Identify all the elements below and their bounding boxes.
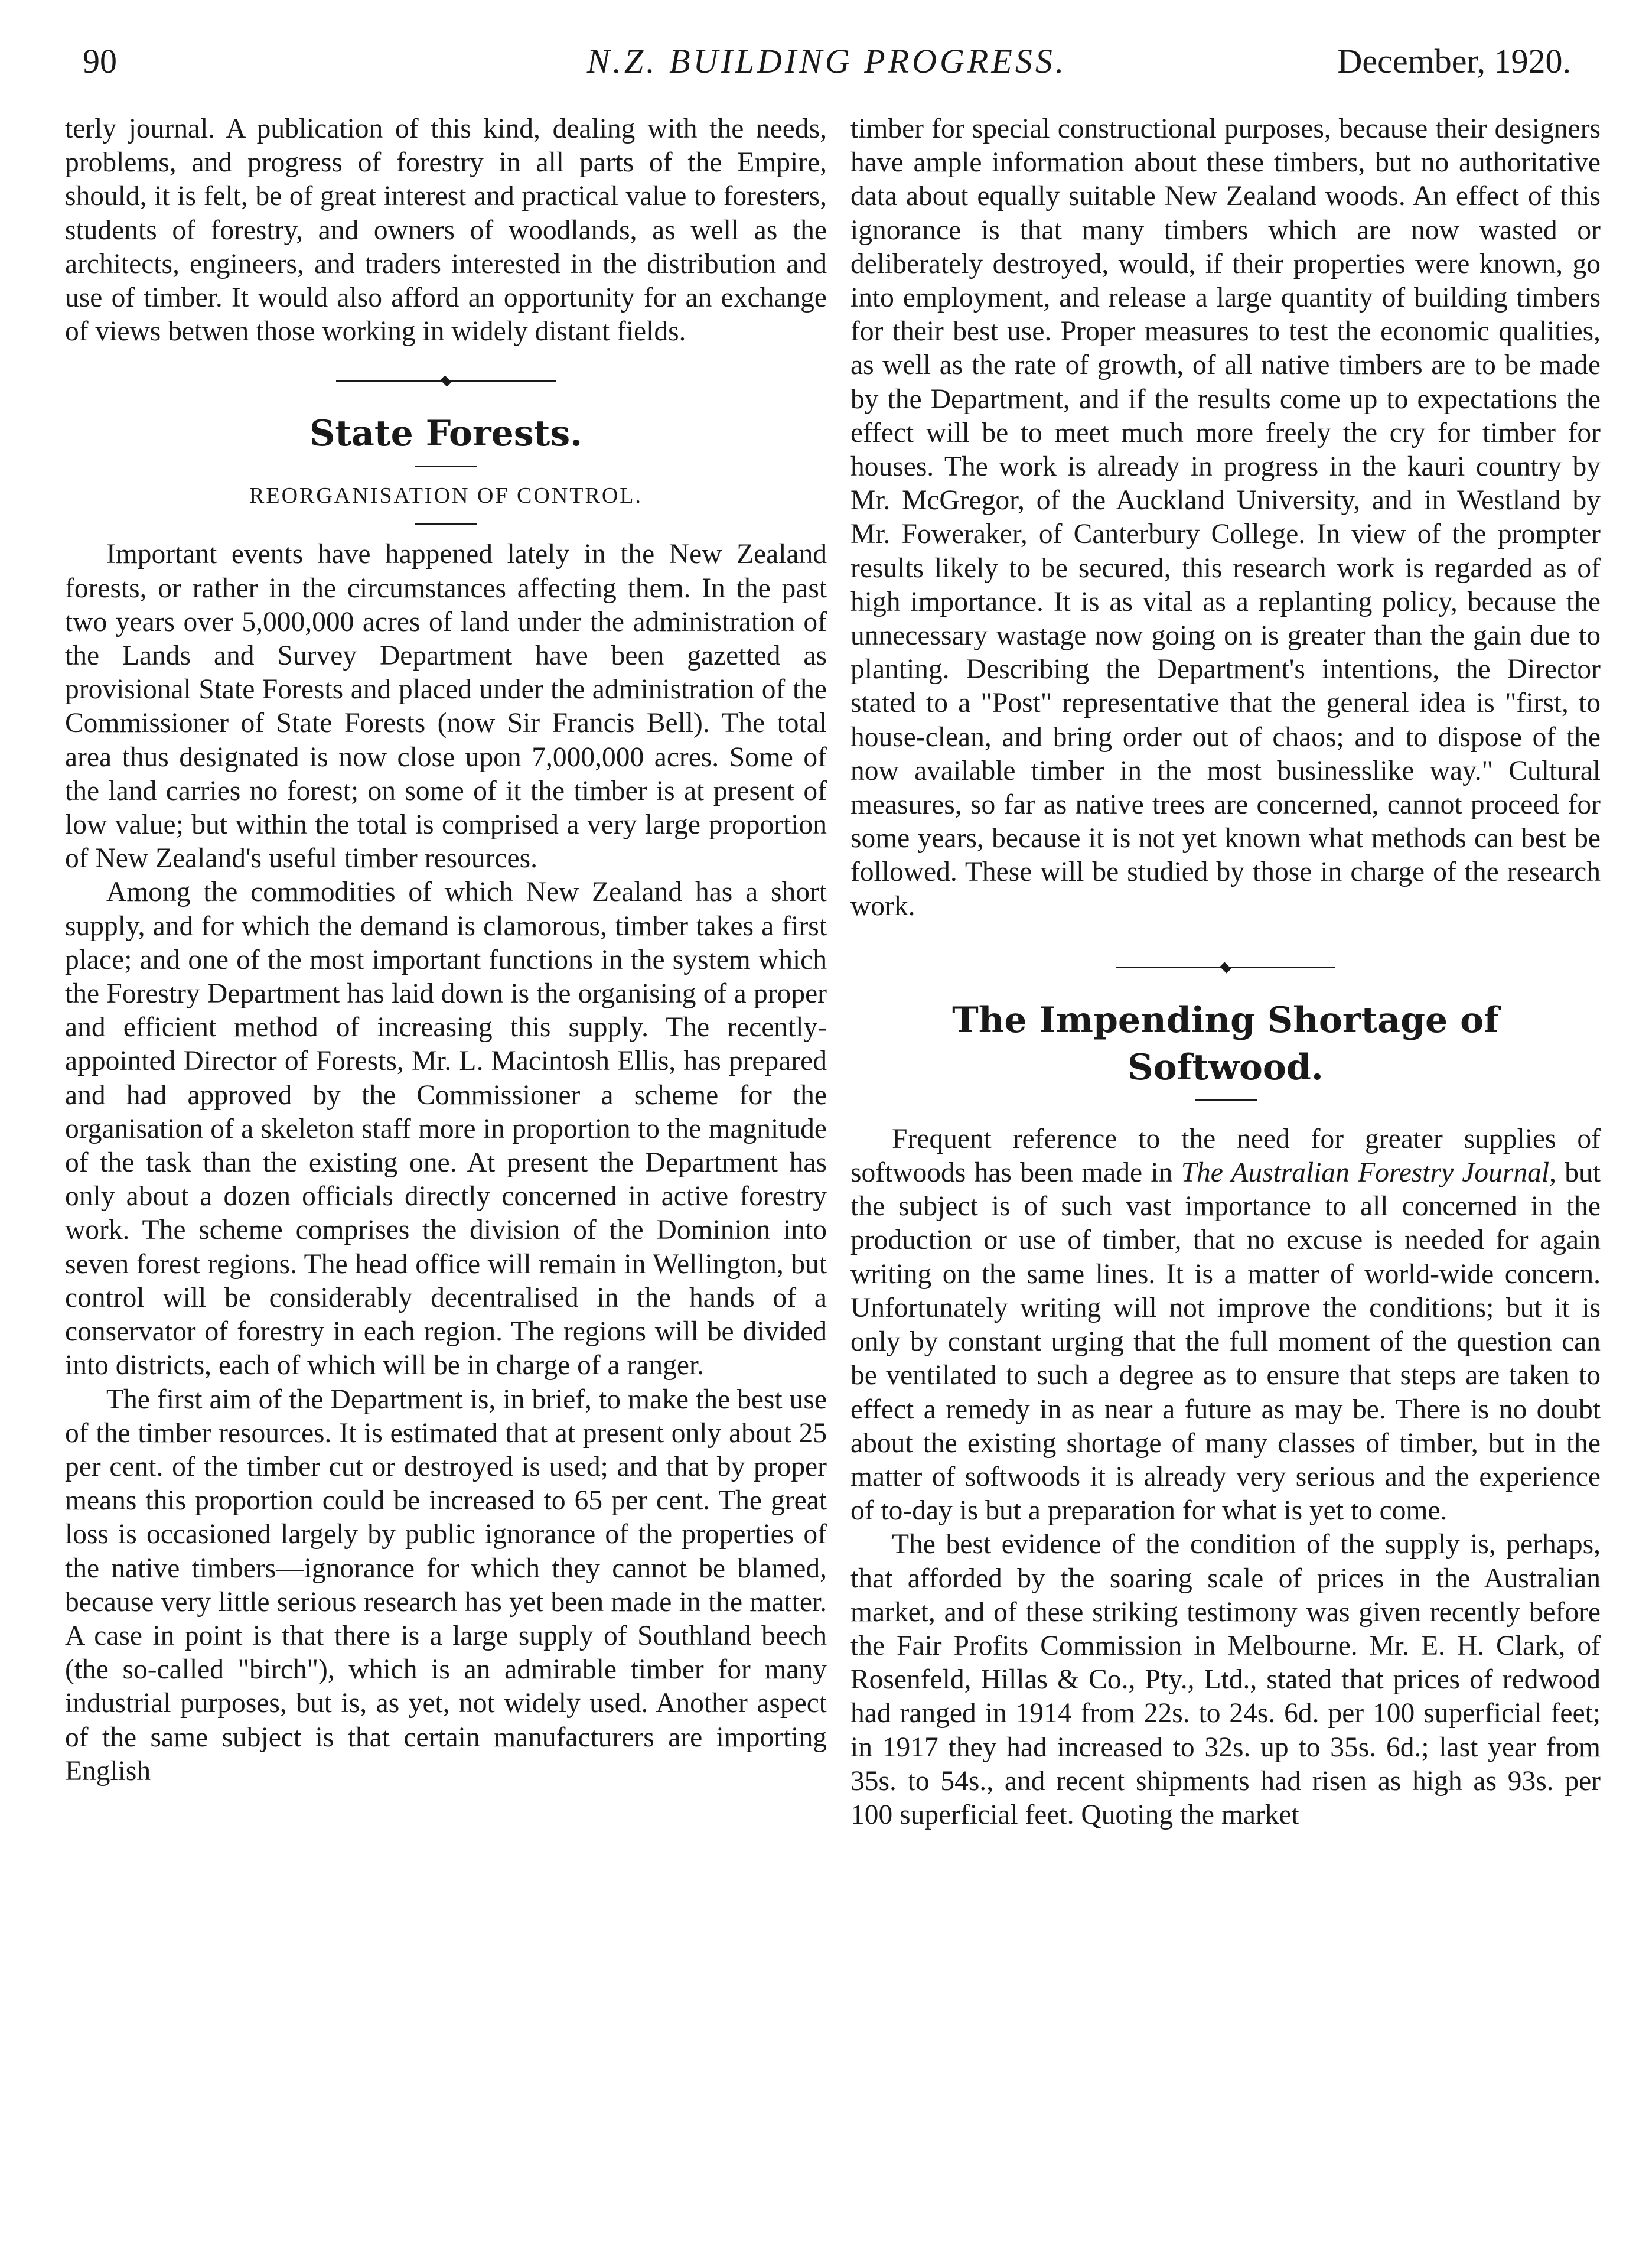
left-column [65, 112, 827, 1788]
title-rule [415, 466, 477, 467]
section-divider [850, 947, 1601, 988]
right-column [850, 112, 1601, 1832]
subheading: REORGANISATION OF CONTROL. [249, 483, 643, 509]
section-title-softwood: The Impending Shortage of Softwood. [952, 999, 1499, 1088]
divider-line [336, 380, 442, 382]
divider-ornament [1220, 962, 1231, 973]
journal-title: The Australian Forestry Journal [1181, 1157, 1550, 1189]
body-paragraph: Important events have happened lately in the New Zealand forests, or rather in the circumstances affecting them. In the past two years over 5,000,000 acres of land under the administration of the Lands and Survey Department have been gazetted as provisional State Forests and placed under the administration of the Commissioner of State Forests (now Sir Francis Bell). The total area thus designated is now close upon 7,000,000 acres. Some of the land carries no forest; on some of it the timber is at present of low value; but within the total is comprised a very large proportion of New Zealand's useful timber resources. [65, 539, 827, 874]
section-divider [65, 360, 827, 402]
section-title-state-forests: State Forests. [309, 413, 582, 455]
body-paragraph: The first aim of the Department is, in brief, to make the best use of the timber resources. It is estimated that at present only about 25 per cent. of the timber cut or destroyed is used; and that by proper means this proportion could be increased to 65 per cent. The great loss is occasioned largely by public ignorance of the properties of the native timbers—ignorance for which they cannot be blamed, because very little serious research has yet been made in the matter. A case in point is that there is a large supply of Southland beech (the so-called "birch"), which is an admirable timber for many industrial purposes, but is, as yet, not widely used. Another aspect of the same subject is that certain manufacturers are importing English [65, 1384, 827, 1787]
divider-line [449, 380, 556, 382]
divider-line [1116, 967, 1222, 968]
text-run: Frequent reference to the need for greater supplies of softwoods has been made in [850, 1123, 1601, 1189]
page-header [59, 35, 1595, 89]
intro-paragraph: terly journal. A publication of this kind, dealing with the needs, problems, and progress of forestry in all parts of the Empire, should, it is felt, be of great interest and practical value to foresters, students of forestry, and owners of woodlands, as well as the architects, engineers, and traders interested in the distribution and use of timber. It would also afford an opportunity for an exchange of views betwen those working in widely distant fields. [65, 113, 827, 347]
body-paragraph: Among the commodities of which New Zealand has a short supply, and for which the demand is clamorous, timber takes a first place; and one of the most important functions in the system which the Forestry Department has laid down is the organising of a proper and efficient method of increasing this supply. The recently-appointed Director of Forests, Mr. L. Macintosh Ellis, has prepared and had approved by the Commissioner a scheme for the organisation of a skeleton staff more in proportion to the magnitude of the task than the existing one. At present the Department has only about a dozen officials directly concerned in active forestry work. The scheme comprises the division of the Dominion into seven forest regions. The head office will remain in Wellington, but control will be considerably decentralised in the hands of a conservator of forestry in each region. The regions will be divided into districts, each of which will be in charge of a ranger. [65, 877, 827, 1381]
divider-ornament [440, 376, 451, 387]
continued-paragraph: timber for special constructional purposes, because their designers have ample information about these timbers, but no authoritative data about equally suitable New Zealand woods. An effect of this ignorance is that many timbers which are now wasted or deliberately destroyed, would, if their properties were known, go into employment, and release a large quantity of building timbers for their best use. Proper measures to test the economic qualities, as well as the rate of growth, of all native timbers are to be made by the Department, and if the results come up to expectations the effect will be to meet much more freely the cry for timber for houses. The work is already in progress in the kauri country by Mr. McGregor, of the Auckland University, and in Westland by Mr. Foweraker, of Canterbury College. In view of the prompter results likely to be secured, this research work is regarded as of high importance. It is as vital as a replanting policy, because the unnecessary wastage now going on is greater than the gain due to planting. Describing the Department's intentions, the Director stated to a "Post" representative that the general idea is "first, to house-clean, and bring order out of chaos; and to dispose of the now available timber in the most businesslike way." Cultural measures, so far as native trees are concerned, cannot proceed for some years, because it is not yet known what methods can best be followed. These will be studied by those in charge of the research work. [850, 113, 1601, 922]
title-rule [1195, 1099, 1257, 1101]
body-paragraph: The best evidence of the condition of the supply is, perhaps, that afforded by the soaring scale of prices in the Australian market, and of these striking testimony was given recently before the Fair Profits Commission in Melbourne. Mr. E. H. Clark, of Rosenfeld, Hillas & Co., Pty., Ltd., stated that prices of redwood had ranged in 1914 from 22s. to 24s. 6d. per 100 superficial feet; in 1917 they had increased to 32s. up to 35s. 6d.; last year from 35s. to 54s., and recent shipments had risen as high as 93s. per 100 superficial feet. Quoting the market [850, 1529, 1601, 1830]
page-number: 90 [83, 42, 117, 80]
body-paragraph [850, 1122, 1601, 1528]
subheading-rule [415, 523, 477, 525]
text-run: , but the subject is of such vast importance to all concerned in the production or use of timber, that no excuse is needed for again writing on the same lines. It is a matter of world-wide concern. Unfortunately writing will not improve the conditions; but it is only by constant urging that the full moment of the question can be ventilated to such a degree as to ensure that steps are taken to effect a remedy in as near a future as may be. There is no doubt about the existing shortage of many classes of timber, but in the matter of softwoods it is already very serious and the experience of to-day is but a preparation for what is yet to come. [850, 1157, 1601, 1527]
divider-line [1229, 967, 1335, 968]
issue-date: December, 1920. [1337, 42, 1571, 80]
running-title: N.Z. BUILDING PROGRESS. [586, 42, 1067, 80]
